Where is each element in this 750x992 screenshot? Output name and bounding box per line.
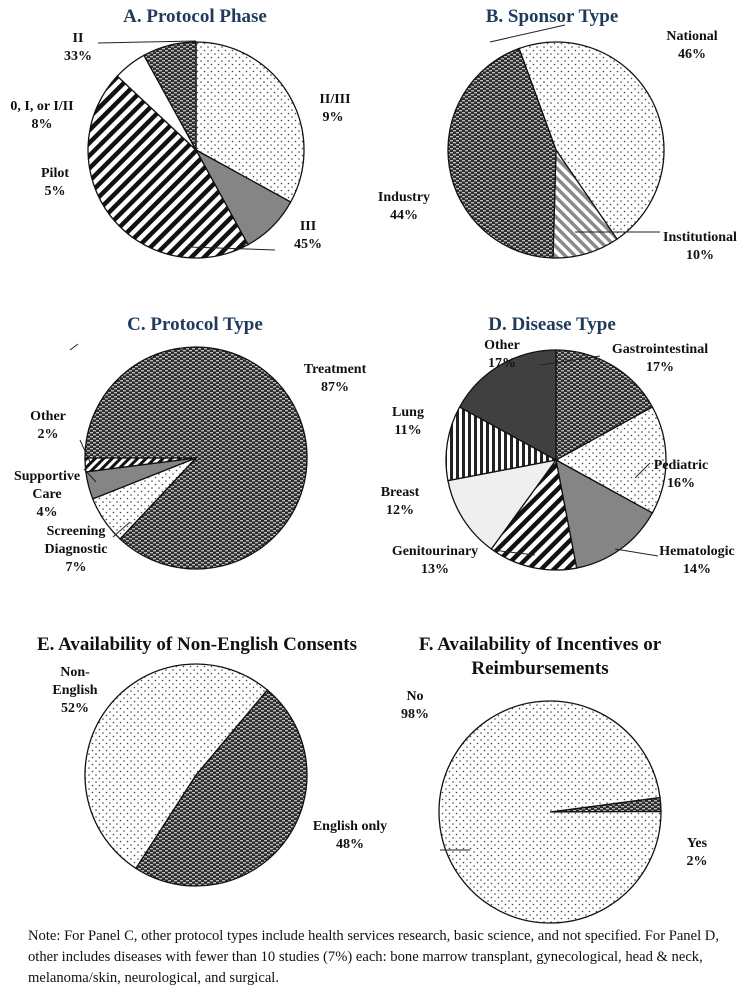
label-a-pilot-pct: 5%	[44, 184, 66, 199]
label-a-ii-iii: II/III	[319, 92, 351, 107]
label-d-pediatric: Pediatric	[653, 458, 709, 473]
label-d-gastro: Gastrointestinal	[611, 342, 709, 357]
label-a-ii: II	[72, 31, 84, 46]
title-c: C. Protocol Type	[127, 314, 263, 335]
label-d-hemat-pct: 14%	[683, 562, 711, 577]
label-f-no-pct: 98%	[401, 707, 429, 722]
label-d-pediatric-pct: 16%	[667, 476, 695, 491]
label-d-breast: Breast	[380, 485, 420, 500]
pie-slice-f-no	[439, 701, 661, 923]
label-d-other-pct: 17%	[488, 356, 516, 371]
label-e-english-only-pct: 48%	[336, 837, 364, 852]
pie-chart-sponsor-type	[448, 42, 664, 258]
title-f-line2: Reimbursements	[471, 658, 609, 679]
label-a-iii-pct: 45%	[294, 237, 322, 252]
label-e-english-only: English only	[312, 819, 388, 834]
label-c-screening-l1: Screening Diagnostic	[44, 524, 108, 557]
label-a-ii-pct: 33%	[64, 49, 92, 64]
label-a-early-pct: 8%	[31, 117, 53, 132]
label-d-breast-pct: 12%	[386, 503, 414, 518]
label-a-pilot: Pilot	[41, 166, 69, 181]
label-f-yes: Yes	[686, 836, 708, 851]
label-c-other: Other	[30, 409, 66, 424]
label-d-genito-pct: 13%	[421, 562, 449, 577]
label-d-lung: Lung	[392, 405, 424, 420]
title-e: E. Availability of Non-English Consents	[36, 634, 358, 655]
pie-chart-non-english-consents	[85, 664, 307, 886]
label-d-other: Other	[484, 338, 520, 353]
label-e-non-english-l1: Non-	[60, 665, 90, 680]
label-a-early: 0, I, or I/II	[10, 99, 74, 114]
label-d-genito: Genitourinary	[391, 544, 479, 559]
pie-chart-incentives	[439, 701, 661, 923]
pie-chart-protocol-phase	[88, 42, 304, 258]
pie-chart-disease-type	[446, 350, 666, 570]
label-b-industry-pct: 44%	[390, 208, 418, 223]
label-e-non-english-l2: English	[52, 683, 98, 698]
label-f-no: No	[406, 689, 424, 704]
label-b-institutional-pct: 10%	[686, 248, 714, 263]
label-c-supportive: Supportive Care	[13, 469, 81, 502]
label-d-hemat: Hematologic	[659, 544, 735, 559]
label-c-other-pct: 2%	[37, 427, 59, 442]
label-b-national: National	[666, 29, 718, 44]
label-c-treatment: Treatment	[303, 362, 367, 377]
label-b-industry: Industry	[377, 190, 431, 205]
title-b: B. Sponsor Type	[485, 6, 619, 27]
label-e-non-english-pct: 52%	[61, 701, 89, 716]
label-c-supportive-pct: 4%	[36, 505, 58, 520]
label-c-screening-pct: 7%	[65, 560, 87, 575]
title-f-line1: F. Availability of Incentives or	[418, 634, 662, 655]
label-d-lung-pct: 11%	[394, 423, 422, 438]
label-a-ii-iii-pct: 9%	[322, 110, 344, 125]
label-d-gastro-pct: 17%	[646, 360, 674, 375]
label-c-treatment-pct: 87%	[321, 380, 349, 395]
pie-chart-protocol-type	[85, 347, 307, 569]
label-f-yes-pct: 2%	[686, 854, 708, 869]
label-a-iii: III	[299, 219, 317, 234]
title-a: A. Protocol Phase	[123, 6, 267, 27]
label-b-national-pct: 46%	[678, 47, 706, 62]
label-b-institutional: Institutional	[663, 230, 737, 245]
figure-note: Note: For Panel C, other protocol types include health services research, basic science, and not specified. For Panel D, other includes diseases with fewer than 10 studies (7%) each: bone marrow transplant, gynecological, head & neck, melanoma/skin, neurological, and surgical.	[28, 928, 719, 986]
title-d: D. Disease Type	[488, 314, 616, 335]
